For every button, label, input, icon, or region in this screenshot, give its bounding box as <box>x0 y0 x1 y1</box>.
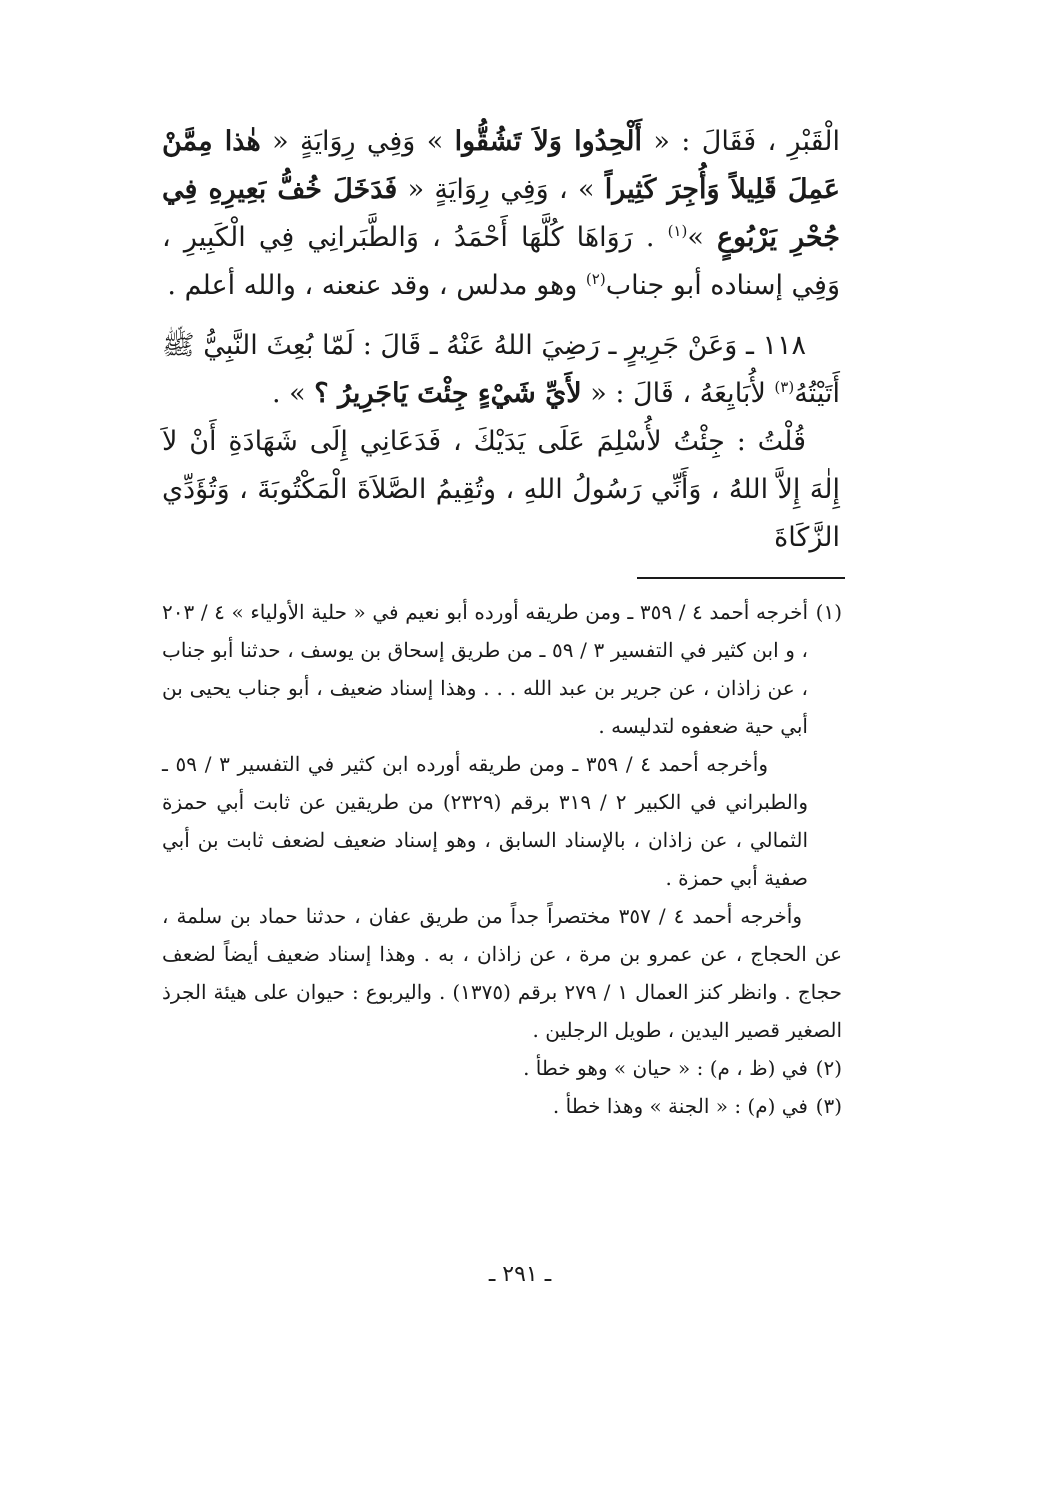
footnote-2 <box>162 1049 842 1087</box>
text-run: » . <box>272 378 315 409</box>
footnotes <box>162 593 842 1125</box>
footnote-1 <box>162 593 842 745</box>
quoted-hadith-3: فَدَخَلَ خُفُّ بَعِيرِهِ فِي جُحْرِ يَرْبُوعٍ <box>162 174 840 253</box>
footnote-text: أخرجه أحمد ٤ / ٣٥٩ ـ ومن طريقه أورده أبو نعيم في « حلية الأولياء » ٤ / ٢٠٣ ، و ابن كثير في التفسير ٣ / ٥٩ ـ من طريق إسحاق بن يوسف ، حدثنا أبو جناب ، عن زاذان ، عن جرير بن عبد الله . . . وهذا إسناد ضعيف ، أبو جناب يحيى بن أبي حية ضعفوه لتدليسه . <box>162 600 808 738</box>
footnote-3 <box>162 1087 842 1125</box>
footnote-text: في (ظ ، م) : « حيان » وهو خطأ . <box>523 1056 808 1080</box>
footnote-number: (٢) <box>815 1056 842 1080</box>
text-run: ١١٨ ـ وَعَنْ جَرِيرٍ ـ رَضِيَ اللهُ عَنْهُ ـ قَالَ : لَمّا بُعِثَ النَّبِيُّ ﷺ أَتَيْتُهُ <box>162 330 840 409</box>
main-text <box>162 118 840 562</box>
quoted-hadith-4: لأَيِّ شَيْءٍ جِئْتَ يَاجَرِيرُ ؟ <box>314 378 582 409</box>
footnote-ref-1: (١) <box>667 222 688 240</box>
page-number: ـ ٢٩١ ـ <box>488 1262 552 1287</box>
footnote-1-paragraph-3: وأخرجه أحمد ٤ / ٣٥٧ مختصراً جداً من طريق عفان ، حدثنا حماد بن سلمة ، عن الحجاج ، عن عمرو بن مرة ، عن زاذان ، به . وهذا إسناد ضعيف أيضاً لضعف حجاج . وانظر كنز العمال ١ / ٢٧٩ برقم (١٣٧٥) . واليربوع : حيوان على هيئة الجرذ الصغير قصير اليدين ، طويل الرجلين . <box>162 904 842 1042</box>
quoted-hadith-1: أَلْحِدُوا وَلاَ تَشُقُّوا <box>454 126 642 157</box>
footnote-ref-2: (٢) <box>585 270 606 288</box>
text-run: . رَوَاهَا كُلَّهَا أَحْمَدُ ، وَالطَّبَرانِي فِي الْكَبِيرِ ، وَفِي إسناده أبو جناب <box>162 222 840 301</box>
text-run: الْقَبْرِ ، فَقَالَ : « <box>642 126 840 157</box>
footnote-number: (٣) <box>815 1094 842 1118</box>
footnote-text: في (م) : « الجنة » وهذا خطأ . <box>552 1094 808 1118</box>
text-run: وهو مدلس ، وقد عنعنه ، والله أعلم . <box>167 270 586 301</box>
footnote-1-paragraph-2: وأخرجه أحمد ٤ / ٣٥٩ ـ ومن طريقه أورده ابن كثير في التفسير ٣ / ٥٩ ـ والطبراني في الكبير ٢ / ٣١٩ برقم (٢٣٢٩) من طريقين عن ثابت أبي حمزة الثمالي ، عن زاذان ، بالإسناد السابق ، وهو إسناد ضعيف لضعف ثابت بن أبي صفية أبي حمزة . <box>162 752 808 890</box>
text-run: لأُبَايِعَهُ ، قَالَ : « <box>581 378 775 409</box>
text-run: » ، وَفِي رِوَايَةٍ « <box>397 174 605 205</box>
hadith-paragraph-1 <box>162 118 840 310</box>
hadith-paragraph-118 <box>162 322 840 418</box>
quoted-hadith-2: هٰذا مِمَّنْ عَمِلَ قَلِيلاً وَأُجِرَ كَثِيراً <box>162 126 840 205</box>
hadith-paragraph-3: قُلْتُ : جِئْتُ لأُسْلِمَ عَلَى يَدَيْكَ ، فَدَعَانِي إِلَى شَهَادَةِ أَنْ لاَ إِلٰهَ إِلاَّ اللهُ ، وَأَنِّي رَسُولُ اللهِ ، وتُقِيمُ الصَّلاَةَ الْمَكْتُوبَةَ ، وَتُؤَدِّي الزَّكَاةَ <box>162 426 840 553</box>
footnote-number: (١) <box>815 600 842 624</box>
text-run: » وَفِي رِوَايَةٍ « <box>260 126 455 157</box>
footnote-divider <box>637 577 845 579</box>
footnote-ref-3: (٣) <box>774 378 795 396</box>
text-run: » <box>687 222 718 253</box>
